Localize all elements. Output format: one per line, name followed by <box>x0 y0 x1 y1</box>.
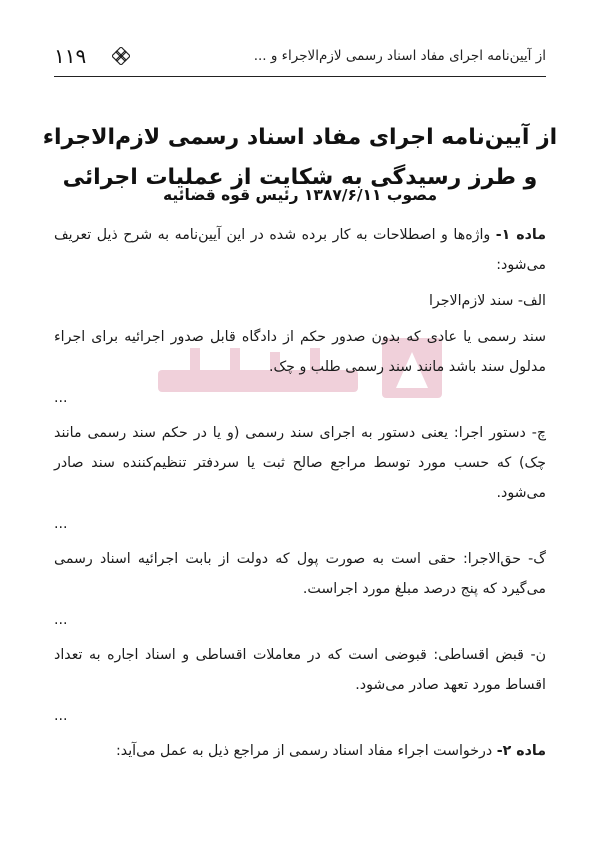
definition-nun: ن- قبض اقساطی: قبوضی است که در معاملات اقساطی و اسناد اجاره به تعداد اقساط مورد تعهد صادر می‌شود. <box>54 647 546 693</box>
approval-subtitle: مصوب ۱۳۸۷/۶/۱۱ رئیس قوه قضائیه <box>162 186 438 204</box>
article-1-label: ماده ۱- <box>495 227 546 243</box>
ellipsis-4: ... <box>54 708 68 724</box>
title-line-1: از آیین‌نامه اجرای مفاد اسناد رسمی لازم‌الاجراء <box>42 125 558 150</box>
running-title: از آیین‌نامه اجرای مفاد اسناد رسمی لازم‌الاجراء و ... <box>253 48 546 64</box>
page-number: ۱۱۹ <box>54 44 87 68</box>
diamond-ornament-icon <box>112 47 130 65</box>
definition-gaf: گ- حق‌الاجرا: حقی است به صورت پول که دولت از بابت اجرائیه اسناد رسمی می‌گیرد که پنج درصد مبلغ مورد اجراست. <box>54 551 546 597</box>
ellipsis-1: ... <box>54 390 68 406</box>
header-page-group <box>54 44 130 68</box>
title-line-2: و طرز رسیدگی به شکایت از عملیات اجرائی <box>62 165 538 190</box>
running-header <box>54 36 546 77</box>
ellipsis-2: ... <box>54 516 68 532</box>
article-2-text: درخواست اجراء مفاد اسناد رسمی از مراجع ذیل به عمل می‌آید: <box>115 743 497 759</box>
ellipsis-3: ... <box>54 612 68 628</box>
article-1-text: واژه‌ها و اصطلاحات به کار برده شده در این آیین‌نامه به شرح ذیل تعریف می‌شود: <box>54 227 546 273</box>
article-2 <box>54 736 546 766</box>
definition-alef-heading: الف- سند لازم‌الاجرا <box>428 293 546 309</box>
definition-alef-text: سند رسمی یا عادی که بدون صدور حکم از دادگاه قابل صدور اجرائیه برای اجراء مدلول سند باشد مانند سند رسمی طلب و چک. <box>54 329 546 375</box>
definition-che: چ- دستور اجرا: یعنی دستور به اجرای سند رسمی (و یا در حکم سند رسمی مانند چک) که حسب مورد توسط مراجع صالح ثبت یا سردفتر تنظیم‌کننده سند صادر می‌شود. <box>54 425 546 501</box>
body-text <box>54 220 546 772</box>
article-1 <box>54 220 546 280</box>
article-2-label: ماده ۲- <box>496 743 546 759</box>
